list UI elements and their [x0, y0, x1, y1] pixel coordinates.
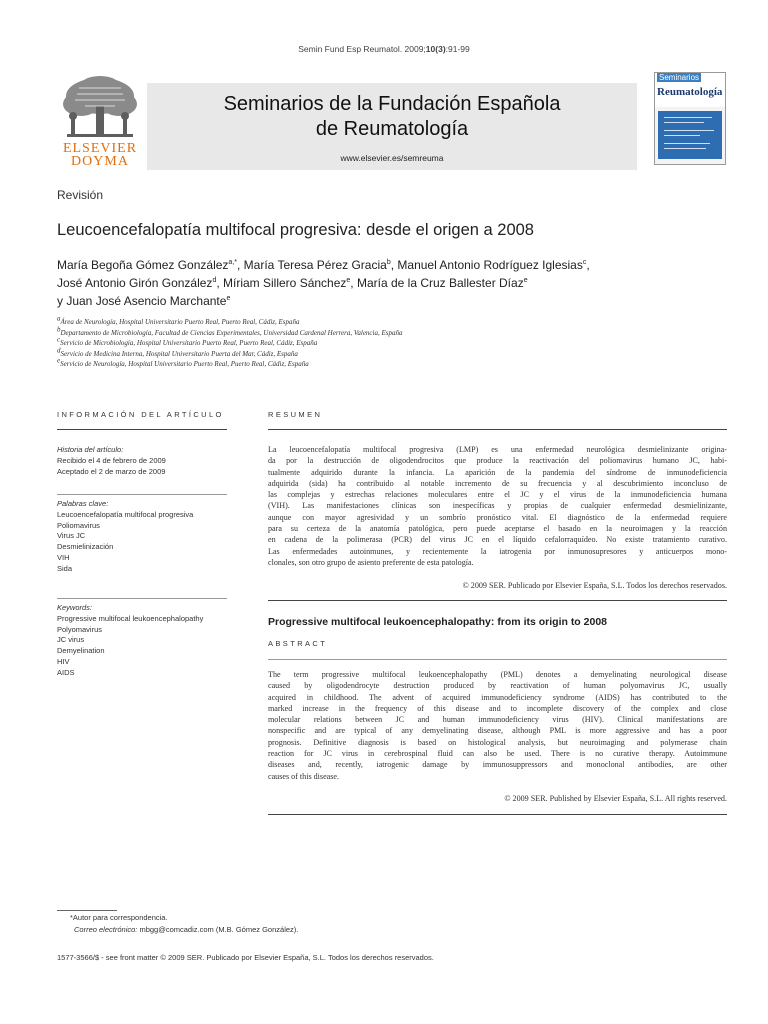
abstract-title: Progressive multifocal leukoencephalopathy: from its origin to 2008: [268, 616, 607, 628]
journal-title-line1: Seminarios de la Fundación Española: [223, 93, 561, 115]
abstract-line: nonspecific and are typical of any demyelinating disease, although PML is more aggressive and has a poor: [268, 726, 727, 736]
author-name: , María de la Cruz Ballester Díaz: [350, 276, 524, 290]
affiliation-mark: d: [57, 346, 61, 355]
resumen-line: (VIH). Las manifestaciones clínicas son inespecíficas y propias de cualquier enfermedad desmielinizante,: [268, 501, 727, 511]
article-history: [57, 445, 227, 477]
abstract-line: The term progressive multifocal leukoencephalopathy (PML) denotes a demyelinating neurological disease: [268, 670, 727, 679]
publisher-logo: [55, 72, 145, 172]
abstract-line: diseases and, recently, iatrogenic damage by immunosuppressors and monoclonal antibodies, are other: [268, 760, 727, 770]
journal-reference: [0, 44, 768, 54]
email-line: [57, 924, 357, 936]
masthead: [55, 72, 645, 172]
author-name: José Antonio Girón González: [57, 276, 213, 290]
author-affiliation-mark: e: [226, 295, 231, 302]
author-name: , Manuel Antonio Rodríguez Iglesias: [390, 258, 583, 272]
abstract-line: molecular relations between JC and human immunodeficiency virus (HIV). Clinical manifestations are: [268, 715, 727, 725]
abstract-line: causes of this disease.: [268, 771, 340, 781]
keywords-en: [57, 603, 227, 679]
journal-url[interactable]: www.elsevier.es/semreuma: [340, 153, 444, 163]
resumen-line: tualmente adquirido durante la infancia. La aparición de la pandemia del síndrome de inmunodeficiencia: [268, 467, 727, 477]
journal-title-band: [147, 83, 637, 170]
cover-text-line: [664, 135, 700, 136]
affiliation-text: Departamento de Microbiología, Facultad de Ciencias Experimentales, Universidad Cardenal Herrera, Valencia, España: [60, 328, 403, 337]
journal-ref-issue: (3): [435, 44, 446, 54]
affiliation: [57, 314, 737, 328]
keyword-en: AIDS: [57, 667, 75, 677]
affiliation: [57, 346, 737, 360]
affiliation-mark: c: [57, 335, 61, 344]
email-value[interactable]: mbgg@comcadiz.com (M.B. Gómez González).: [137, 925, 299, 934]
cover-text-line: [664, 143, 710, 144]
article-info-heading: INFORMACIÓN DEL ARTÍCULO: [57, 410, 224, 419]
abstract-top-rule: [268, 600, 727, 601]
cover-text-line: [664, 130, 714, 131]
publisher-name-line2: DOYMA: [71, 154, 129, 169]
resumen-copyright: © 2009 SER. Publicado por Elsevier España, S.L. Todos los derechos reservados.: [462, 581, 727, 590]
keyword-es: Virus JC: [57, 531, 86, 541]
author-affiliation-mark: a,*: [228, 259, 237, 266]
author-name: , María Teresa Pérez Gracia: [236, 258, 387, 272]
abstract-copyright: © 2009 SER. Published by Elsevier España, S.L. All rights reserved.: [504, 794, 727, 803]
resumen-line: en cadena de la polimerasa (PCR) del virus JC en el líquido cefalorraquídeo. No existe tratamiento curativo.: [268, 535, 727, 545]
publisher-name-line1: ELSEVIER: [62, 141, 138, 156]
resumen-line: adquirida (sida) ha contribuido al notable incremento de su frecuencia y al descubrimiento inconcluso de: [268, 478, 727, 488]
footnote: [57, 912, 357, 936]
affiliation-mark: e: [57, 357, 61, 366]
author-name: y Juan José Asencio Marchante: [57, 294, 227, 308]
abstract-heading: ABSTRACT: [268, 639, 328, 648]
cover-text-line: [664, 148, 706, 149]
author-name: María Begoña Gómez González: [57, 258, 229, 272]
affiliation-mark: a: [57, 314, 61, 323]
affiliation: [57, 335, 737, 349]
journal-ref-prefix: Semin Fund Esp Reumatol. 2009;: [298, 44, 426, 54]
affiliation-text: Servicio de Medicina Interna, Hospital Universitario Puerta del Mar, Cádiz, España: [60, 349, 298, 358]
affiliation-list: [57, 314, 737, 370]
accepted-date: Aceptado el 2 de marzo de 2009: [57, 466, 166, 476]
affiliation-mark: b: [57, 325, 61, 334]
author-line: [57, 274, 737, 292]
keywords-es: [57, 499, 227, 575]
tree-icon: [57, 74, 143, 142]
abstract-line: reaction for JC virus in cerebrospinal fluid can also be used. There is no curative therapy. Autoimmune: [268, 749, 727, 759]
article-title: Leucoencefalopatía multifocal progresiva: desde el origen a 2008: [57, 221, 534, 239]
cover-label-reumatologia: Reumatología: [657, 86, 723, 98]
resumen-line: da por la destrucción de oligodendrocitos que produce la reactivación del poliomavirus humano JC, habi-: [268, 456, 727, 466]
affiliation-text: Servicio de Microbiología, Hospital Universitario Puerto Real, Puerto Real, Cádiz, España: [60, 339, 318, 348]
journal-title: [147, 92, 637, 142]
resumen-line: La leucoencefalopatía multifocal progresiva (LMP) es una enfermedad neurológica desmielinizante origina-: [268, 445, 727, 454]
footnote-rule: [57, 910, 117, 911]
issn-line: 1577-3566/$ - see front matter © 2009 SER. Publicado por Elsevier España, S.L. Todos los derechos reservados.: [57, 953, 434, 962]
affiliation: [57, 359, 737, 370]
abstract-text: [268, 669, 727, 782]
affiliation-text: Servicio de Neurología, Hospital Universitario Puerto Real, Puerto Real, Cádiz, España: [60, 360, 309, 369]
author-affiliation-mark: d: [212, 277, 217, 284]
keyword-en: JC virus: [57, 635, 85, 645]
keyword-es: Poliomavirus: [57, 520, 100, 530]
keyword-en: HIV: [57, 656, 70, 666]
resumen-rule: [268, 429, 727, 430]
resumen-line: clonales, son otro grupo de asiento preferente de esta patología.: [268, 557, 474, 567]
abstract-bottom-rule: [268, 814, 727, 815]
journal-ref-pages: :91-99: [445, 44, 470, 54]
history-label: Historia del artículo:: [57, 445, 124, 454]
author-affiliation-mark: e: [523, 277, 528, 284]
author-affiliation-mark: b: [386, 259, 391, 266]
received-date: Recibido el 4 de febrero de 2009: [57, 455, 166, 465]
author-line: [57, 256, 737, 274]
keyword-en: Polyomavirus: [57, 624, 103, 634]
keyword-en: Progressive multifocal leukoencephalopathy: [57, 613, 204, 623]
resumen-line: aunque con mayor agresividad y un sombrío pronóstico vital. El diagnóstico de la enfermedad requiere: [268, 512, 727, 522]
journal-title-line2: de Reumatología: [315, 118, 469, 140]
resumen-line: para su certeza de la anatomía patológica, pero puede aceptarse el basado en la neuroimagen y la reacción: [268, 524, 727, 534]
author-list: [57, 256, 737, 310]
abstract-line: marked increase in the frequency of this disease and to incomplete discovery of the complex and close: [268, 703, 727, 713]
resumen-heading: RESUMEN: [268, 410, 323, 419]
author-affiliation-mark: c: [582, 259, 587, 266]
email-label: Correo electrónico:: [74, 925, 138, 934]
journal-ref-volume: 10: [425, 44, 436, 54]
keyword-es: VIH: [57, 552, 70, 562]
section-label: Revisión: [57, 188, 104, 202]
keywords-en-list: [57, 614, 227, 679]
resumen-text: [268, 444, 727, 568]
cover-text-line: [664, 117, 712, 118]
divider: [57, 598, 227, 599]
abstract-line: prognosis. Definitive diagnosis is based on histological analysis, but neuroimaging and polymerase chain: [268, 737, 727, 747]
author-name: , Míriam Sillero Sánchez: [216, 276, 347, 290]
author-line: [57, 292, 737, 310]
journal-cover-thumbnail: [654, 72, 726, 165]
keywords-en-label: Keywords:: [57, 603, 93, 612]
keywords-es-label: Palabras clave:: [57, 499, 109, 508]
resumen-line: las complejas y estrechas relaciones moleculares entre el JC y el virus de la inmunodeficiencia humana: [268, 490, 727, 500]
divider: [57, 494, 227, 495]
abstract-rule: [268, 659, 727, 660]
abstract-line: acquired in childhood. The advent of acquired immunodeficiency syndrome (AIDS) has contributed to the: [268, 692, 727, 702]
author-name: ,: [586, 258, 590, 272]
article-info-rule: [57, 429, 227, 430]
author-affiliation-mark: e: [346, 277, 351, 284]
cover-text-line: [664, 122, 704, 123]
corresponding-author-note: *Autor para correspondencia.: [70, 913, 168, 922]
keyword-es: Desmielinización: [57, 542, 114, 552]
affiliation-text: Área de Neurología, Hospital Universitario Puerto Real, Puerto Real, Cádiz, España: [60, 318, 300, 326]
cover-label-seminarios: Seminarios: [659, 73, 700, 82]
keyword-es: Leucoencefalopatía multifocal progresiva: [57, 509, 194, 519]
cover-content-box: [658, 111, 722, 159]
keywords-es-list: [57, 510, 227, 575]
affiliation: [57, 325, 737, 339]
keyword-en: Demyelination: [57, 646, 105, 656]
keyword-es: Sida: [57, 563, 73, 573]
abstract-line: caused by oligodendrocyte destruction produced by reactivation of human polyomavirus JC, usually: [268, 681, 727, 691]
resumen-line: Las enfermedades autoinmunes, y recientemente la iatrogenia por inmunosupresores y anticuerpos mono-: [268, 546, 727, 556]
